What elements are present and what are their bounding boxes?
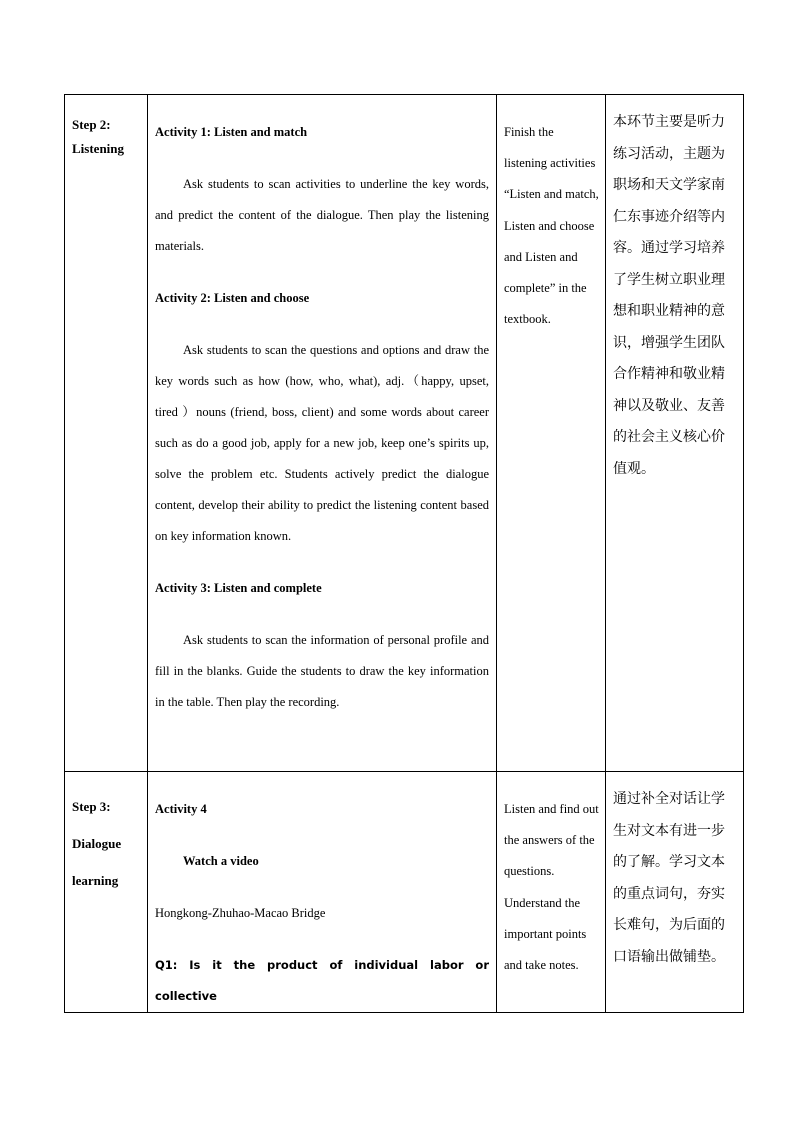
step-name: Listening: [72, 141, 125, 156]
step-cell: [65, 95, 148, 772]
activity-text: Ask students to scan the questions and options and draw the key words such as how (how, who, what), adj.（happy, upset, tired ）nouns (friend, boss, client) and some words about career such as do a good job, apply for a new job, keep one’s spirits up, solve the problem etc. Students actively predict the dialogue content, develop their ability to predict the listening content based on key information known.: [155, 343, 489, 543]
activity-text: Ask students to scan the information of personal profile and fill in the blanks. Guide the students to draw the key information in the table. Then play the recording.: [155, 633, 489, 709]
activity-cell: [148, 95, 497, 772]
step-name: learning: [72, 873, 119, 888]
table-row: [65, 95, 744, 772]
question-text: Q1: Is it the product of individual labor or collective: [155, 958, 489, 1003]
activity-title: Activity 2: Listen and choose: [155, 291, 310, 305]
activity-text: Ask students to scan activities to underline the key words, and predict the content of the dialogue. Then play the listening materials.: [155, 177, 489, 253]
step-name: Dialogue: [72, 836, 122, 851]
activity-title: Activity 1: Listen and match: [155, 125, 308, 139]
activity-title: Activity 3: Listen and complete: [155, 581, 322, 595]
activity-text: Hongkong-Zhuhao-Macao Bridge: [155, 906, 326, 920]
activity-title: Activity 4: [155, 802, 207, 816]
design-aim-cell: [606, 95, 744, 772]
design-aim-text: 通过补全对话让学生对文本有进一步的了解。学习文本的重点词句，夯实长难句，为后面的口语输出做铺垫。: [613, 791, 725, 965]
student-activity-cell: [497, 772, 606, 1013]
design-aim-cell: [606, 772, 744, 1013]
lesson-plan-table: [64, 94, 744, 1013]
activity-subtitle: Watch a video: [183, 854, 259, 868]
table-row: [65, 772, 744, 1013]
activity-cell: [148, 772, 497, 1013]
student-activity-cell: [497, 95, 606, 772]
step-cell: [65, 772, 148, 1013]
student-activity-text: Finish the listening activities “Listen and match, Listen and choose and Listen and complete” in the textbook.: [504, 125, 599, 327]
student-activity-text: Listen and find out the answers of the questions. Understand the important points and take notes.: [504, 802, 599, 973]
step-number: Step 3:: [72, 799, 111, 814]
design-aim-text: 本环节主要是听力练习活动，主题为职场和天文学家南仁东事迹介绍等内容。通过学习培养了学生树立职业理想和职业精神的意识，增强学生团队合作精神和敬业精神以及敬业、友善的社会主义核心价值观。: [613, 114, 725, 477]
step-number: Step 2:: [72, 117, 111, 132]
